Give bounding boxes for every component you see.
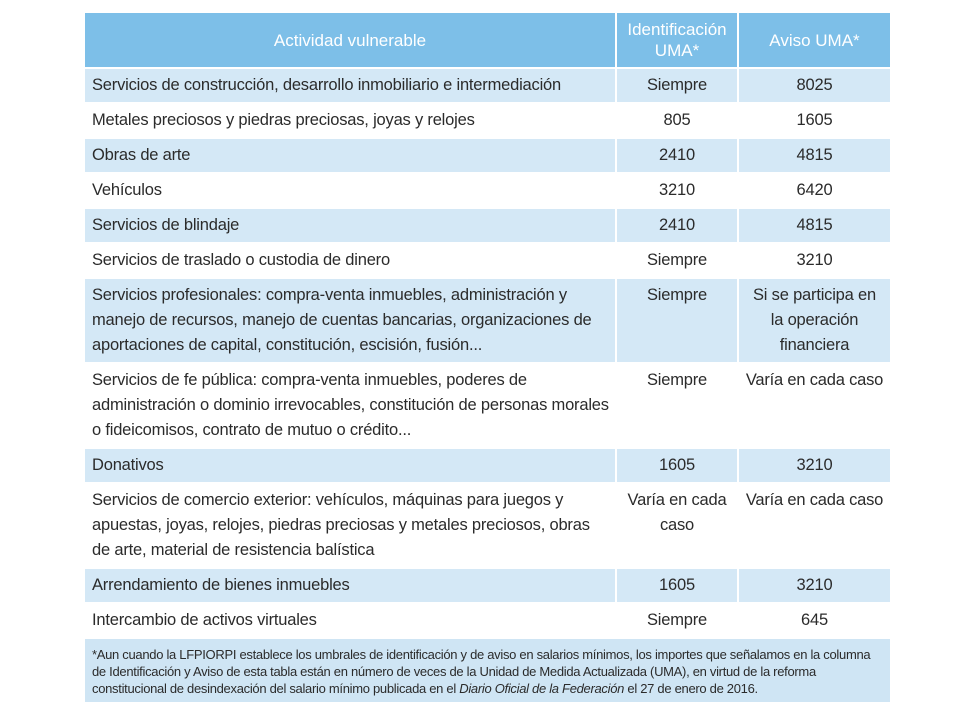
identification-cell: Siempre — [616, 278, 738, 363]
uma-table-container — [85, 13, 890, 702]
footnote-date: el 27 de enero de 2016. — [624, 681, 758, 696]
activity-cell: Servicios de blindaje — [85, 208, 616, 243]
table-row — [85, 173, 890, 208]
identification-cell: Varía en cada caso — [616, 483, 738, 568]
notice-cell: 4815 — [738, 138, 890, 173]
activity-cell: Arrendamiento de bienes inmuebles — [85, 568, 616, 603]
notice-cell: Varía en cada caso — [738, 483, 890, 568]
notice-cell: Varía en cada caso — [738, 363, 890, 448]
identification-cell: Siempre — [616, 68, 738, 103]
activity-cell: Servicios de comercio exterior: vehículos, máquinas para juegos y apuestas, joyas, relojes, piedras preciosas y metales preciosos, obras de arte, material de resistencia balística — [85, 483, 616, 568]
notice-cell: 1605 — [738, 103, 890, 138]
table-row — [85, 278, 890, 363]
table-row — [85, 68, 890, 103]
table-row — [85, 208, 890, 243]
activity-cell: Donativos — [85, 448, 616, 483]
identification-cell: Siempre — [616, 243, 738, 278]
identification-cell: Siempre — [616, 363, 738, 448]
table-row — [85, 243, 890, 278]
footnote — [85, 637, 890, 702]
activity-cell: Servicios de fe pública: compra-venta inmuebles, poderes de administración o dominio irrevocables, constitución de personas morales o fideicomisos, contrato de mutuo o crédito... — [85, 363, 616, 448]
activity-cell: Servicios profesionales: compra-venta inmuebles, administración y manejo de recursos, manejo de cuentas bancarias, organizaciones de aportaciones de capital, constitución, escisión, fusión... — [85, 278, 616, 363]
activity-cell: Intercambio de activos virtuales — [85, 603, 616, 637]
notice-cell: 645 — [738, 603, 890, 637]
table-row — [85, 448, 890, 483]
table-header-row — [85, 13, 890, 68]
identification-cell: Siempre — [616, 603, 738, 637]
table-row — [85, 483, 890, 568]
notice-cell: 8025 — [738, 68, 890, 103]
notice-cell: 3210 — [738, 448, 890, 483]
activity-cell: Metales preciosos y piedras preciosas, joyas y relojes — [85, 103, 616, 138]
activity-cell: Servicios de traslado o custodia de dinero — [85, 243, 616, 278]
header-actividad: Actividad vulnerable — [85, 13, 616, 68]
identification-cell: 1605 — [616, 568, 738, 603]
activity-cell: Servicios de construcción, desarrollo inmobiliario e intermediación — [85, 68, 616, 103]
table-row — [85, 103, 890, 138]
notice-cell: 3210 — [738, 568, 890, 603]
notice-cell: Si se participa en la operación financiera — [738, 278, 890, 363]
table-row — [85, 568, 890, 603]
identification-cell: 1605 — [616, 448, 738, 483]
identification-cell: 2410 — [616, 138, 738, 173]
table-body — [85, 68, 890, 637]
table-row — [85, 363, 890, 448]
header-identificacion: Identificación UMA* — [616, 13, 738, 68]
footnote-publication: Diario Oficial de la Federación — [459, 681, 625, 696]
table-row — [85, 138, 890, 173]
identification-cell: 805 — [616, 103, 738, 138]
header-aviso: Aviso UMA* — [738, 13, 890, 68]
identification-cell: 2410 — [616, 208, 738, 243]
vulnerable-activities-table — [85, 13, 890, 637]
activity-cell: Vehículos — [85, 173, 616, 208]
activity-cell: Obras de arte — [85, 138, 616, 173]
notice-cell: 6420 — [738, 173, 890, 208]
identification-cell: 3210 — [616, 173, 738, 208]
notice-cell: 3210 — [738, 243, 890, 278]
table-row — [85, 603, 890, 637]
notice-cell: 4815 — [738, 208, 890, 243]
footnote-text: *Aun cuando la LFPIORPI establece los umbrales de identificación y de aviso en salarios mínimos, los importes que señalamos en la columna de Identificación y Aviso de esta tabla están en número de veces de la Unidad de Medida Actualizada (UMA), en virtud de la reforma constitucional de desindexación del salario mínimo publicada en el — [92, 647, 871, 696]
